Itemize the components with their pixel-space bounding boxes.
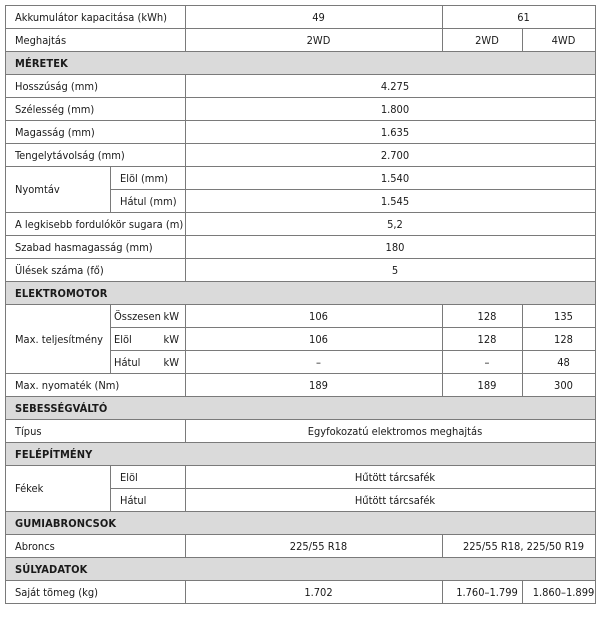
row-label: Szélesség (mm) (6, 98, 186, 121)
section-sebessegvalto (6, 397, 596, 420)
row-value: Hűtött tárcsafék (186, 489, 596, 512)
power-rear-label: Hátul (114, 355, 141, 369)
row-value: 2.700 (186, 144, 596, 167)
battery-61: 61 (443, 6, 596, 29)
row-value: 1.760–1.799 (443, 581, 523, 604)
row-value: Egyfokozatú elektromos meghajtás (186, 420, 596, 443)
table-row (6, 259, 596, 282)
table-row (6, 121, 596, 144)
section-sulyadatok (6, 558, 596, 581)
drive-b: 2WD (443, 29, 523, 52)
table-row (6, 236, 596, 259)
spec-table (5, 5, 596, 604)
row-label: Szabad hasmagasság (mm) (6, 236, 186, 259)
battery-49: 49 (186, 6, 443, 29)
drive-c: 4WD (523, 29, 596, 52)
row-value: 180 (186, 236, 596, 259)
row-value: 1.860–1.899 (523, 581, 596, 604)
row-sublabel: Hátul (111, 489, 186, 512)
section-elektromotor (6, 282, 596, 305)
row-value: 1.702 (186, 581, 443, 604)
row-value: – (443, 351, 523, 374)
row-label: Max. teljesítmény (6, 305, 111, 374)
row-value: 1.545 (186, 190, 596, 213)
row-value: 225/55 R18 (186, 535, 443, 558)
row-sublabel (111, 305, 186, 328)
table-row (6, 167, 596, 190)
row-value: 189 (443, 374, 523, 397)
row-value: 135 (523, 305, 596, 328)
power-front-label: Elöl (114, 332, 132, 346)
row-value: 128 (443, 328, 523, 351)
row-value: 128 (523, 328, 596, 351)
row-label: Hosszúság (mm) (6, 75, 186, 98)
row-value: 189 (186, 374, 443, 397)
row-label: Fékek (6, 466, 111, 512)
row-value: Hűtött tárcsafék (186, 466, 596, 489)
row-label: Nyomtáv (6, 167, 111, 213)
row-value: 48 (523, 351, 596, 374)
table-row (6, 98, 596, 121)
row-value: 5 (186, 259, 596, 282)
row-value: 1.635 (186, 121, 596, 144)
row-label: Abroncs (6, 535, 186, 558)
row-label: Max. nyomaték (Nm) (6, 374, 186, 397)
row-sublabel: Elöl (111, 466, 186, 489)
row-value: 128 (443, 305, 523, 328)
drive-a: 2WD (186, 29, 443, 52)
row-value: 106 (186, 305, 443, 328)
row-label: A legkisebb fordulókör sugara (m) (6, 213, 186, 236)
unit-label: kW (163, 355, 179, 369)
section-title: SEBESSÉGVÁLTÓ (6, 397, 596, 420)
section-meretek (6, 52, 596, 75)
section-title: FELÉPÍTMÉNY (6, 443, 596, 466)
row-label: Saját tömeg (kg) (6, 581, 186, 604)
battery-row (6, 6, 596, 29)
section-gumiabroncsok (6, 512, 596, 535)
row-label: Magasság (mm) (6, 121, 186, 144)
table-row (6, 535, 596, 558)
row-label: Tengelytávolság (mm) (6, 144, 186, 167)
section-title: ELEKTROMOTOR (6, 282, 596, 305)
table-row (6, 374, 596, 397)
section-title: MÉRETEK (6, 52, 596, 75)
table-row (6, 144, 596, 167)
table-row (6, 213, 596, 236)
row-sublabel (111, 351, 186, 374)
row-value: 1.800 (186, 98, 596, 121)
section-felepitmeny (6, 443, 596, 466)
row-value: 225/55 R18, 225/50 R19 (443, 535, 596, 558)
row-label: Ülések száma (fő) (6, 259, 186, 282)
unit-label: kW (163, 309, 179, 323)
row-value: 4.275 (186, 75, 596, 98)
drive-label: Meghajtás (6, 29, 186, 52)
row-sublabel: Hátul (mm) (111, 190, 186, 213)
row-label: Típus (6, 420, 186, 443)
row-value: 106 (186, 328, 443, 351)
table-row (6, 420, 596, 443)
row-value: 5,2 (186, 213, 596, 236)
section-title: GUMIABRONCSOK (6, 512, 596, 535)
section-title: SÚLYADATOK (6, 558, 596, 581)
row-value: – (186, 351, 443, 374)
battery-label: Akkumulátor kapacitása (kWh) (6, 6, 186, 29)
drive-row (6, 29, 596, 52)
table-row (6, 581, 596, 604)
row-value: 300 (523, 374, 596, 397)
table-row (6, 75, 596, 98)
unit-label: kW (163, 332, 179, 346)
row-value: 1.540 (186, 167, 596, 190)
power-total-label: Összesen (114, 309, 161, 323)
row-sublabel: Elöl (mm) (111, 167, 186, 190)
table-row (6, 305, 596, 328)
table-row (6, 466, 596, 489)
row-sublabel (111, 328, 186, 351)
